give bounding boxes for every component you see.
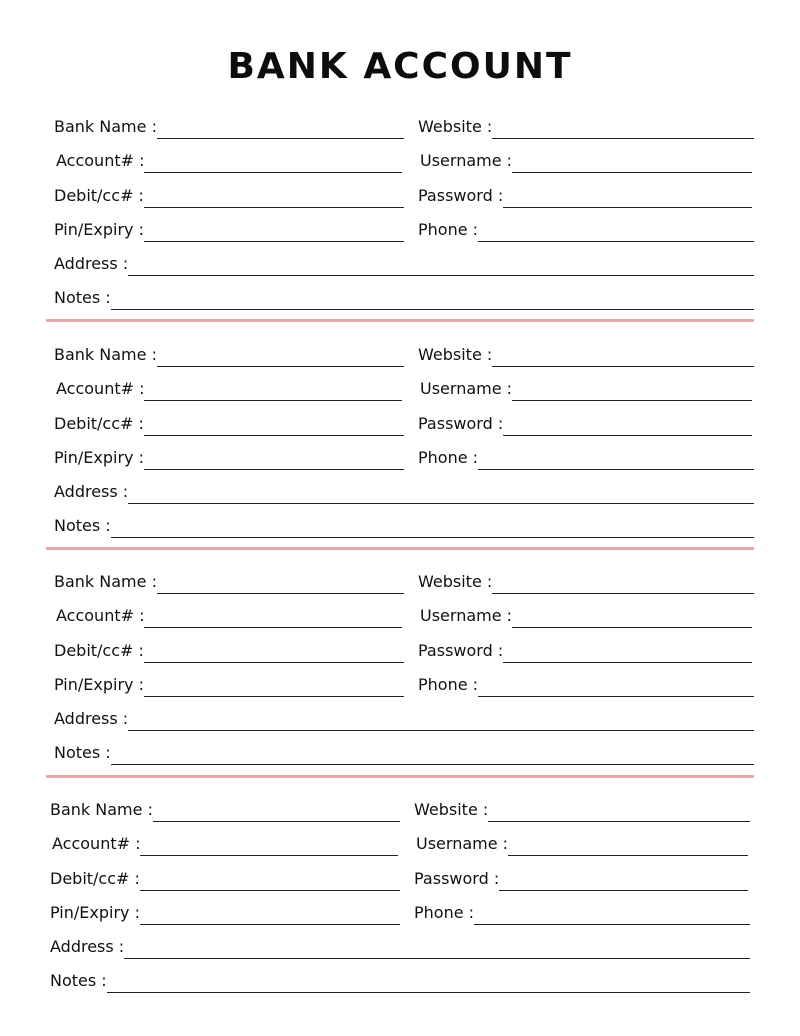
form-row [50, 926, 750, 960]
form-row [54, 437, 754, 471]
form-row [50, 858, 750, 892]
form-row [54, 277, 754, 311]
bank-name-line[interactable] [153, 820, 400, 822]
debit-label: Debit/cc# : [50, 869, 140, 888]
pin-line[interactable] [144, 240, 404, 242]
form-row [54, 698, 754, 732]
pin-label: Pin/Expiry : [54, 675, 144, 694]
account-field[interactable] [56, 140, 402, 174]
notes-label: Notes : [54, 516, 111, 535]
page-title: BANK ACCOUNT [227, 46, 573, 87]
website-line[interactable] [492, 592, 754, 594]
debit-label: Debit/cc# : [54, 186, 144, 205]
username-line[interactable] [512, 171, 752, 173]
bank-name-line[interactable] [157, 592, 404, 594]
phone-field[interactable] [418, 209, 754, 243]
password-label: Password : [418, 641, 504, 660]
address-label: Address : [54, 482, 129, 501]
pin-line[interactable] [144, 695, 404, 697]
form-row [54, 471, 754, 505]
notes-label: Notes : [50, 971, 107, 990]
section-divider [46, 319, 754, 322]
bank-name-field[interactable] [54, 561, 404, 595]
debit-field[interactable] [54, 403, 404, 437]
password-label: Password : [414, 869, 500, 888]
phone-field[interactable] [418, 437, 754, 471]
password-field[interactable] [418, 403, 752, 437]
section-divider [46, 547, 754, 550]
address-line[interactable] [128, 502, 754, 504]
phone-line[interactable] [474, 923, 750, 925]
notes-field[interactable] [54, 505, 754, 539]
bank-name-label: Bank Name : [54, 572, 157, 591]
pin-field[interactable] [50, 892, 400, 926]
debit-field[interactable] [50, 858, 400, 892]
account-field[interactable] [56, 595, 402, 629]
website-field[interactable] [418, 106, 754, 140]
username-label: Username : [420, 606, 513, 625]
username-line[interactable] [512, 399, 752, 401]
phone-line[interactable] [478, 240, 754, 242]
phone-field[interactable] [418, 664, 754, 698]
bank-name-label: Bank Name : [50, 800, 153, 819]
notes-label: Notes : [54, 288, 111, 307]
form-row [54, 368, 754, 402]
form-row [54, 664, 754, 698]
pin-label: Pin/Expiry : [54, 448, 144, 467]
debit-label: Debit/cc# : [54, 414, 144, 433]
bank-name-field[interactable] [54, 334, 404, 368]
account-line[interactable] [144, 171, 402, 173]
account-field[interactable] [56, 368, 402, 402]
account-section-4 [50, 789, 750, 989]
username-line[interactable] [508, 854, 748, 856]
address-field[interactable] [54, 471, 754, 505]
password-field[interactable] [418, 175, 752, 209]
form-row [54, 732, 754, 766]
address-label: Address : [54, 709, 129, 728]
account-line[interactable] [144, 626, 402, 628]
phone-label: Phone : [418, 220, 479, 239]
phone-label: Phone : [414, 903, 475, 922]
form-row [50, 892, 750, 926]
notes-line[interactable] [111, 308, 754, 310]
form-row [54, 140, 754, 174]
password-field[interactable] [414, 858, 748, 892]
website-line[interactable] [492, 365, 754, 367]
form-row [54, 106, 754, 140]
form-row [54, 334, 754, 368]
debit-field[interactable] [54, 175, 404, 209]
website-label: Website : [418, 117, 493, 136]
account-field[interactable] [52, 823, 398, 857]
password-line[interactable] [503, 206, 752, 208]
username-line[interactable] [512, 626, 752, 628]
address-field[interactable] [50, 926, 750, 960]
notes-field[interactable] [54, 277, 754, 311]
website-label: Website : [418, 345, 493, 364]
username-field[interactable] [416, 823, 748, 857]
address-line[interactable] [128, 729, 754, 731]
username-label: Username : [416, 834, 509, 853]
account-label: Account# : [56, 379, 145, 398]
form-row [54, 243, 754, 277]
bank-name-field[interactable] [50, 789, 400, 823]
username-label: Username : [420, 151, 513, 170]
username-label: Username : [420, 379, 513, 398]
phone-field[interactable] [414, 892, 750, 926]
debit-line[interactable] [144, 434, 404, 436]
password-line[interactable] [503, 434, 752, 436]
website-label: Website : [414, 800, 489, 819]
address-label: Address : [54, 254, 129, 273]
debit-line[interactable] [140, 889, 400, 891]
form-row [50, 960, 750, 994]
address-field[interactable] [54, 698, 754, 732]
debit-line[interactable] [144, 661, 404, 663]
account-section-3 [54, 561, 754, 761]
username-field[interactable] [420, 595, 752, 629]
notes-field[interactable] [50, 960, 750, 994]
account-label: Account# : [52, 834, 141, 853]
website-line[interactable] [488, 820, 750, 822]
username-field[interactable] [420, 140, 752, 174]
pin-label: Pin/Expiry : [50, 903, 140, 922]
username-field[interactable] [420, 368, 752, 402]
notes-line[interactable] [111, 536, 754, 538]
address-field[interactable] [54, 243, 754, 277]
notes-label: Notes : [54, 743, 111, 762]
address-line[interactable] [124, 957, 750, 959]
form-row [54, 209, 754, 243]
password-field[interactable] [418, 630, 752, 664]
bank-name-line[interactable] [157, 137, 404, 139]
pin-line[interactable] [140, 923, 400, 925]
password-line[interactable] [499, 889, 748, 891]
form-row [50, 789, 750, 823]
form-row [54, 175, 754, 209]
address-label: Address : [50, 937, 125, 956]
website-field[interactable] [418, 561, 754, 595]
account-label: Account# : [56, 151, 145, 170]
phone-line[interactable] [478, 695, 754, 697]
account-label: Account# : [56, 606, 145, 625]
form-row [54, 505, 754, 539]
form-row [54, 561, 754, 595]
notes-field[interactable] [54, 732, 754, 766]
bank-name-label: Bank Name : [54, 345, 157, 364]
website-field[interactable] [418, 334, 754, 368]
account-section-1 [54, 106, 754, 306]
notes-line[interactable] [111, 763, 754, 765]
bank-name-label: Bank Name : [54, 117, 157, 136]
password-label: Password : [418, 186, 504, 205]
phone-label: Phone : [418, 675, 479, 694]
website-label: Website : [418, 572, 493, 591]
pin-field[interactable] [54, 664, 404, 698]
notes-line[interactable] [107, 991, 750, 993]
debit-field[interactable] [54, 630, 404, 664]
form-row [54, 403, 754, 437]
address-line[interactable] [128, 274, 754, 276]
password-line[interactable] [503, 661, 752, 663]
pin-field[interactable] [54, 437, 404, 471]
form-row [54, 630, 754, 664]
website-field[interactable] [414, 789, 750, 823]
bank-name-field[interactable] [54, 106, 404, 140]
phone-label: Phone : [418, 448, 479, 467]
account-line[interactable] [144, 399, 402, 401]
bank-name-line[interactable] [157, 365, 404, 367]
form-row [54, 595, 754, 629]
section-divider [46, 775, 754, 778]
debit-line[interactable] [144, 206, 404, 208]
password-label: Password : [418, 414, 504, 433]
debit-label: Debit/cc# : [54, 641, 144, 660]
pin-line[interactable] [144, 468, 404, 470]
form-row [50, 823, 750, 857]
pin-label: Pin/Expiry : [54, 220, 144, 239]
account-line[interactable] [140, 854, 398, 856]
account-section-2 [54, 334, 754, 534]
phone-line[interactable] [478, 468, 754, 470]
website-line[interactable] [492, 137, 754, 139]
pin-field[interactable] [54, 209, 404, 243]
